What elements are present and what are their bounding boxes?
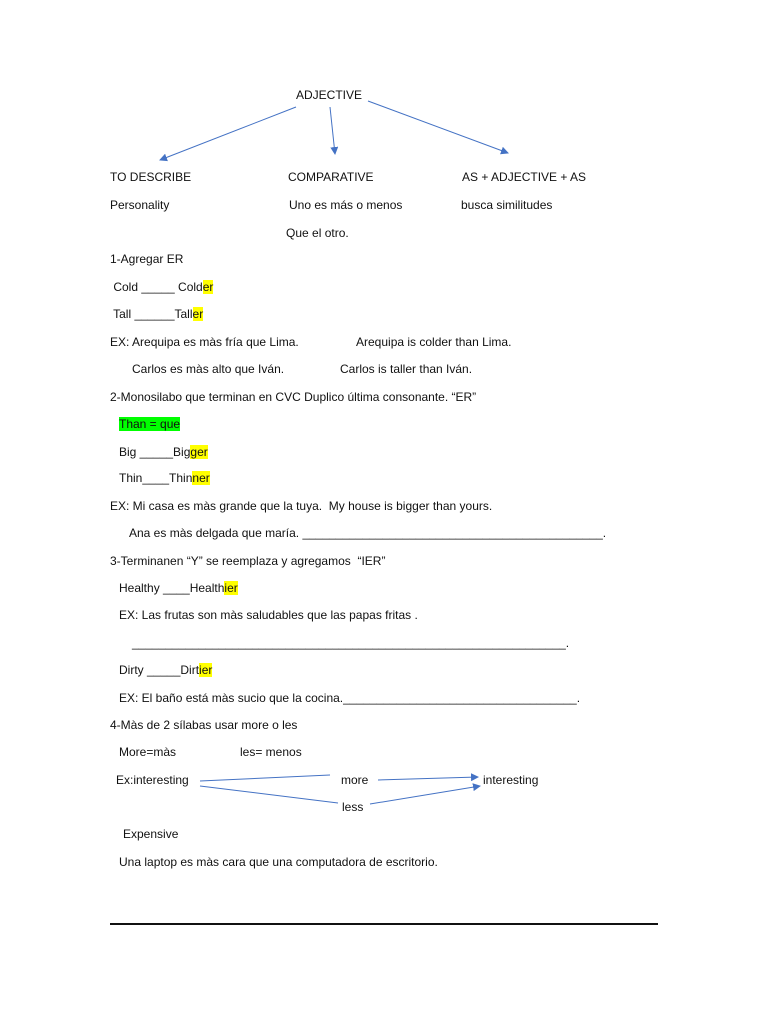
rule4-less-word: less	[342, 800, 364, 814]
rule4-more-definition: More=màs	[119, 745, 177, 759]
rule1-sentence-b-en: Carlos is taller than Iván.	[340, 362, 473, 376]
rule2-example-thin-suffix: ner	[192, 471, 210, 485]
rule1-sentence-a-es: EX: Arequipa es màs fría que Lima.	[110, 335, 299, 349]
arrow-less-to-interesting	[370, 786, 480, 804]
rule4-heading: 4-Màs de 2 sílabas usar more o les	[110, 718, 298, 732]
rule1-heading: 1-Agregar ER	[110, 252, 184, 266]
rule1-sentence-a-en: Arequipa is colder than Lima.	[356, 335, 512, 349]
rule4-example-left: Ex:interesting	[116, 773, 189, 787]
arrow-interesting-to-more	[200, 775, 330, 781]
rule4-more-word: more	[341, 773, 369, 787]
rule2-sentence-a: EX: Mi casa es màs grande que la tuya. My house is bigger than yours.	[110, 499, 493, 513]
rule3-example-dirty-base: Dirty _____Dirt	[119, 663, 200, 677]
arrow-interesting-to-less	[200, 786, 338, 803]
col2-text-2: Que el otro.	[286, 226, 349, 240]
rule1-example-cold-suffix: er	[202, 280, 214, 294]
rule3-sentence-a: EX: Las frutas son màs saludables que las papas fritas .	[119, 608, 418, 622]
rule3-heading: 3-Terminanen “Y” se reemplaza y agregamos “IER”	[110, 554, 386, 568]
rule1-example-cold	[110, 280, 213, 294]
rule3-example-dirty	[119, 663, 212, 677]
rule4-sentence: Una laptop es màs cara que una computadora de escritorio.	[119, 855, 438, 869]
rule2-heading: 2-Monosilabo que terminan en CVC Duplico última consonante. “ER”	[110, 390, 477, 404]
rule4-adjective: Expensive	[123, 827, 179, 841]
rule1-sentence-b-es: Carlos es màs alto que Iván.	[132, 362, 285, 376]
rule3-example-healthy-base: Healthy ____Health	[119, 581, 225, 595]
col1-heading: TO DESCRIBE	[110, 170, 192, 184]
rule3-example-healthy	[119, 581, 238, 595]
rule4-les-definition: les= menos	[240, 745, 302, 759]
arrow-more-to-interesting	[378, 777, 478, 780]
rule3-sentence-a-blank: _________________________________________________________________.	[132, 636, 570, 650]
rule2-example-thin-base: Thin____Thin	[119, 471, 193, 485]
col3-heading: AS + ADJECTIVE + AS	[462, 170, 587, 184]
rule2-example-big	[119, 445, 208, 459]
rule2-than-note	[119, 417, 180, 431]
rule1-example-tall-suffix: er	[192, 307, 204, 321]
rule3-sentence-b: EX: El baño está màs sucio que la cocina.___________________________________.	[119, 691, 581, 705]
rule3-example-dirty-suffix: ier	[199, 663, 213, 677]
bottom-divider	[110, 923, 658, 925]
diagram-title: ADJECTIVE	[296, 88, 363, 102]
rule2-than-note-text: Than = que	[119, 417, 181, 431]
rule1-example-tall	[110, 307, 203, 321]
arrow-to-comparative	[330, 107, 335, 154]
rule2-example-big-base: Big _____Big	[119, 445, 191, 459]
col2-heading: COMPARATIVE	[288, 170, 374, 184]
col2-text: Uno es más o menos	[289, 198, 403, 212]
arrow-to-describe	[160, 107, 296, 160]
col3-text: busca similitudes	[461, 198, 553, 212]
arrow-to-as-adjective-as	[368, 101, 508, 153]
rule3-example-healthy-suffix: ier	[224, 581, 238, 595]
rule1-example-tall-base: Tall ______Tall	[110, 307, 193, 321]
rule4-example-right: interesting	[483, 773, 539, 787]
col1-text: Personality	[110, 198, 170, 212]
rule2-sentence-b: Ana es màs delgada que maría. _____________________________________________.	[129, 526, 607, 540]
rule2-example-big-suffix: ger	[190, 445, 208, 459]
rule2-example-thin	[119, 471, 210, 485]
rule1-example-cold-base: Cold _____ Cold	[110, 280, 203, 294]
